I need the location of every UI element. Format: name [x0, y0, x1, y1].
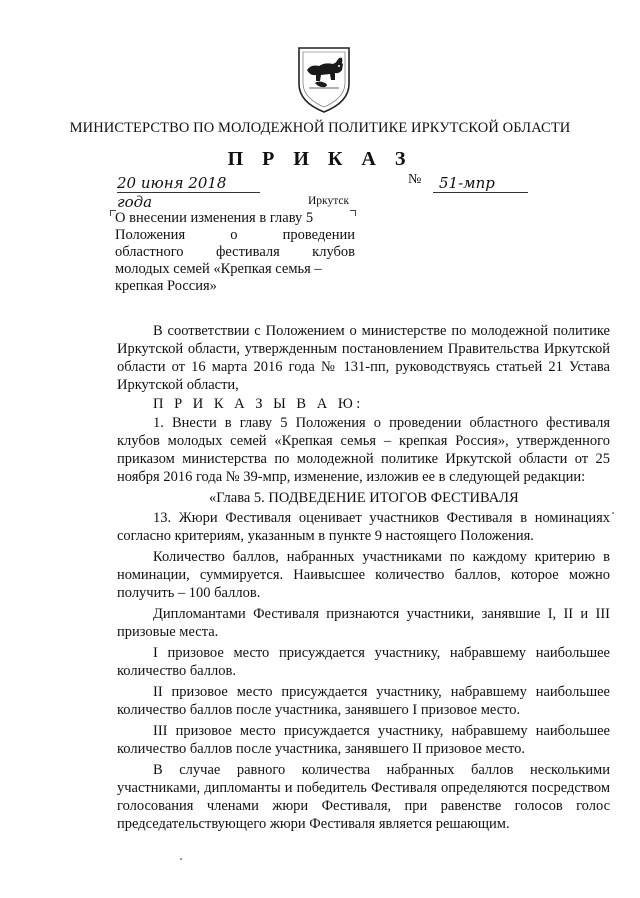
scan-speck [612, 512, 614, 514]
subject-word: фестиваля [215, 244, 280, 260]
subject-word: областного [115, 244, 184, 260]
number-label: № [408, 172, 422, 187]
subject-line-justified [115, 244, 355, 261]
subject-line: крепкая Россия» [115, 278, 217, 294]
preamble-paragraph: В соответствии с Положением о министерстве по молодежной политике Иркутской области, утвержденным постановлением Правительства Иркутской области от 16 марта 2016 года № 131-пп, руководствуясь статьей 21 Устава Иркутской области, [117, 323, 610, 393]
subject-line: О внесении изменения в главу 5 [115, 210, 314, 226]
paragraph-second-place: II призовое место присуждается участнику, набравшему наибольшее количество баллов после участника, занявшего I призовое место. [117, 684, 610, 718]
paragraph-points: Количество баллов, набранных участниками по каждому критерию в номинации, суммируется. Наивысшее количество баллов, которое можно получить – 100 баллов. [117, 549, 610, 601]
subject-word: проведении [282, 227, 355, 243]
document-title: П Р И К А З [227, 148, 413, 170]
number-field [433, 174, 528, 193]
subject-block [115, 210, 355, 295]
paragraph-diplomas: Дипломантами Фестиваля признаются участники, занявшие I, II и III призовые места. [117, 606, 610, 640]
date-field [117, 174, 260, 211]
paragraph-first-place: I призовое место присуждается участнику, набравшему наибольшее количество баллов. [117, 645, 610, 679]
ministry-name: МИНИСТЕРСТВО ПО МОЛОДЕЖНОЙ ПОЛИТИКЕ ИРКУТСКОЙ ОБЛАСТИ [69, 120, 571, 136]
prikazyvayu-heading: П Р И К А З Ы В А Ю: [153, 396, 364, 412]
subject-word: о [230, 227, 238, 243]
scan-speck [180, 858, 182, 860]
paragraph-tie: В случае равного количества набранных баллов несколькими участниками, дипломанты и победитель Фестиваля определяются посредством голосования членами жюри Фестиваля, при равенстве голосов голос председательствующего жюри Фестиваля является решающим. [117, 762, 610, 832]
date-handwritten: 20 июня 2018 года [117, 174, 227, 211]
document-body [117, 322, 610, 833]
paragraph-third-place: III призовое место присуждается участнику, набравшему наибольшее количество баллов после участника, занявшего II призовое место. [117, 723, 610, 757]
coat-of-arms-icon [295, 40, 353, 114]
subject-word: Положения [115, 227, 186, 243]
paragraph-13: 13. Жюри Фестиваля оценивает участников Фестиваля в номинациях согласно критериям, указанным в пункте 9 настоящего Положения. [117, 510, 610, 544]
city-name: Иркутск [308, 195, 350, 207]
item-1-paragraph: 1. Внести в главу 5 Положения о проведении областного фестиваля клубов молодых семей «Крепкая семья – крепкая Россия», утвержденного приказом министерства по молодежной политике Иркутской области от 25 ноября 2016 года № 39-мпр, изменение, изложив ее в следующей редакции: [117, 415, 610, 485]
subject-line-justified [115, 227, 355, 244]
subject-word: клубов [312, 244, 355, 260]
subject-line: молодых семей «Крепкая семья – [115, 261, 322, 277]
chapter-title: «Глава 5. ПОДВЕДЕНИЕ ИТОГОВ ФЕСТИВАЛЯ [209, 490, 519, 506]
number-handwritten: 51-мпр [439, 174, 495, 192]
